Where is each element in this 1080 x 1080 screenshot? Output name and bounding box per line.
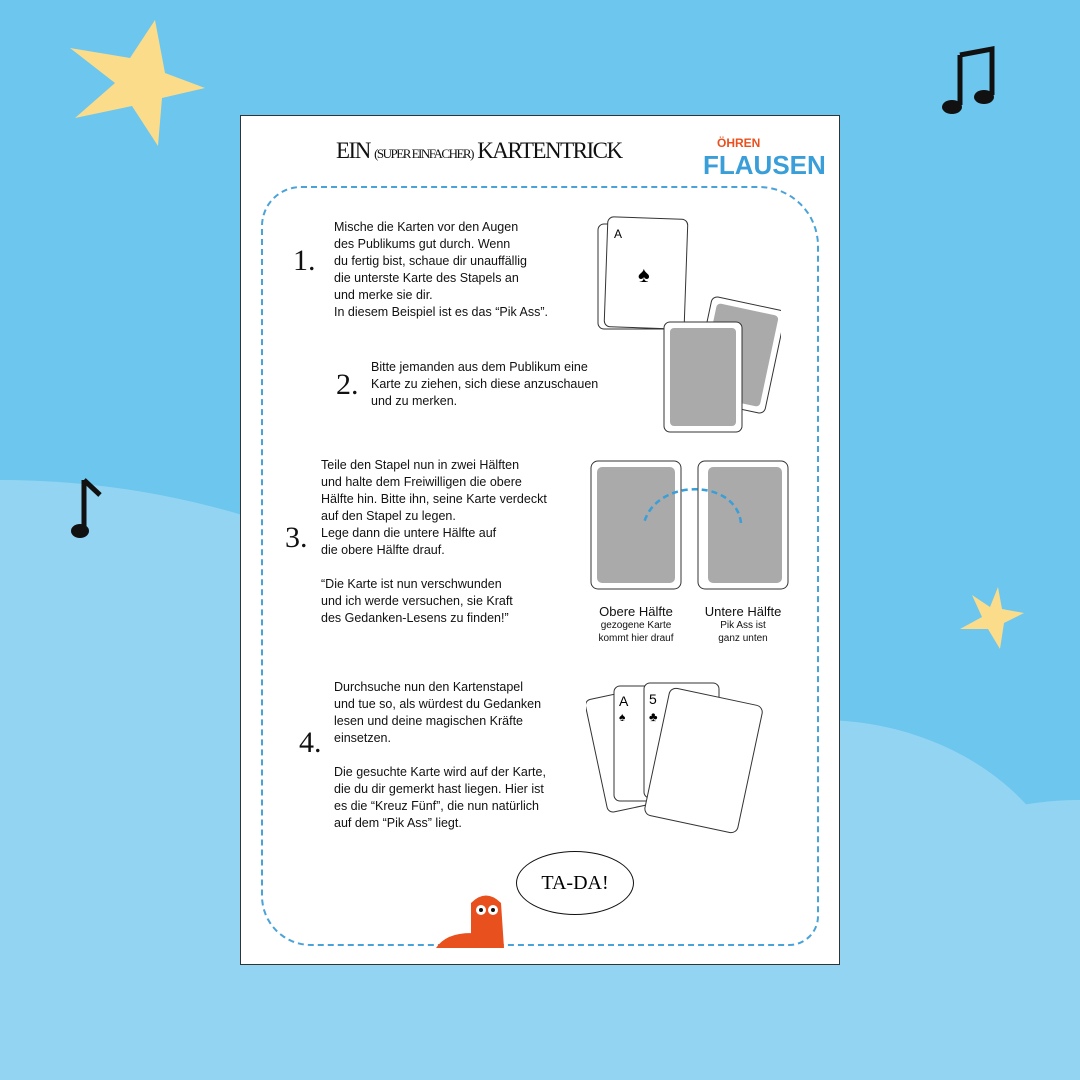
step-text: Mische die Karten vor den Augen des Publikums gut durch. Wenn du fertig bist, schaue dir unauffällig die unterste Karte des Stapels an und merke sie dir. In diesem Beispiel ist es das “Pik Ass”. <box>334 220 548 319</box>
card-rank: A <box>614 227 623 241</box>
card-rank: 5 <box>649 691 657 707</box>
step-number: 1. <box>293 244 316 277</box>
music-note-icon <box>940 45 1000 120</box>
upper-half-caption: Obere Hälfte gezogene Karte kommt hier drauf <box>598 604 674 644</box>
lower-half-caption: Untere Hälfte Pik Ass ist ganz unten <box>704 604 782 644</box>
split-deck-illustration <box>586 458 796 593</box>
star-icon <box>958 585 1026 650</box>
step-text: Teile den Stapel nun in zwei Hälften und halte dem Freiwilligen die obere Hälfte hin. Bitte ihn, seine Karte verdeckt auf den Stapel zu legen. Lege dann die untere Hälfte auf die obere Hälfte drauf. “Die Karte ist nun verschwunden und ich werde versuchen, sie Kraft des Gedanken-Lesens zu finden!” <box>321 458 547 625</box>
step-number: 2. <box>336 368 359 401</box>
card-backs <box>656 294 781 439</box>
card-rank: A <box>619 693 629 709</box>
instruction-sheet <box>240 115 840 965</box>
spade-icon: ♠ <box>638 262 650 287</box>
step-number: 4. <box>299 726 322 759</box>
speech-bubble: TA-DA! <box>516 851 634 915</box>
spade-icon: ♠ <box>619 710 626 724</box>
step-number: 3. <box>285 521 308 554</box>
fanned-cards <box>586 671 776 841</box>
music-note-icon <box>70 475 105 545</box>
page-title: EIN (SUPER EINFACHER) KARTENTRICK <box>336 138 622 163</box>
star-icon <box>70 18 210 153</box>
club-icon: ♣ <box>649 709 658 724</box>
logo: ÖHREN FLAUSEN <box>703 136 826 180</box>
step-text: Bitte jemanden aus dem Publikum eine Karte zu ziehen, sich diese anzuschauen und zu merken. <box>371 360 599 408</box>
ghost-mascot <box>436 888 516 953</box>
step-text: Durchsuche nun den Kartenstapel und tue so, als würdest du Gedanken lesen und deine magischen Kräfte einsetzen. Die gesuchte Karte wird auf der Karte, die du dir gemerkt hast liegen. Hier ist es die “Kreuz Fünf”, die nun natürlich auf dem “Pik Ass” liegt. <box>334 680 546 830</box>
